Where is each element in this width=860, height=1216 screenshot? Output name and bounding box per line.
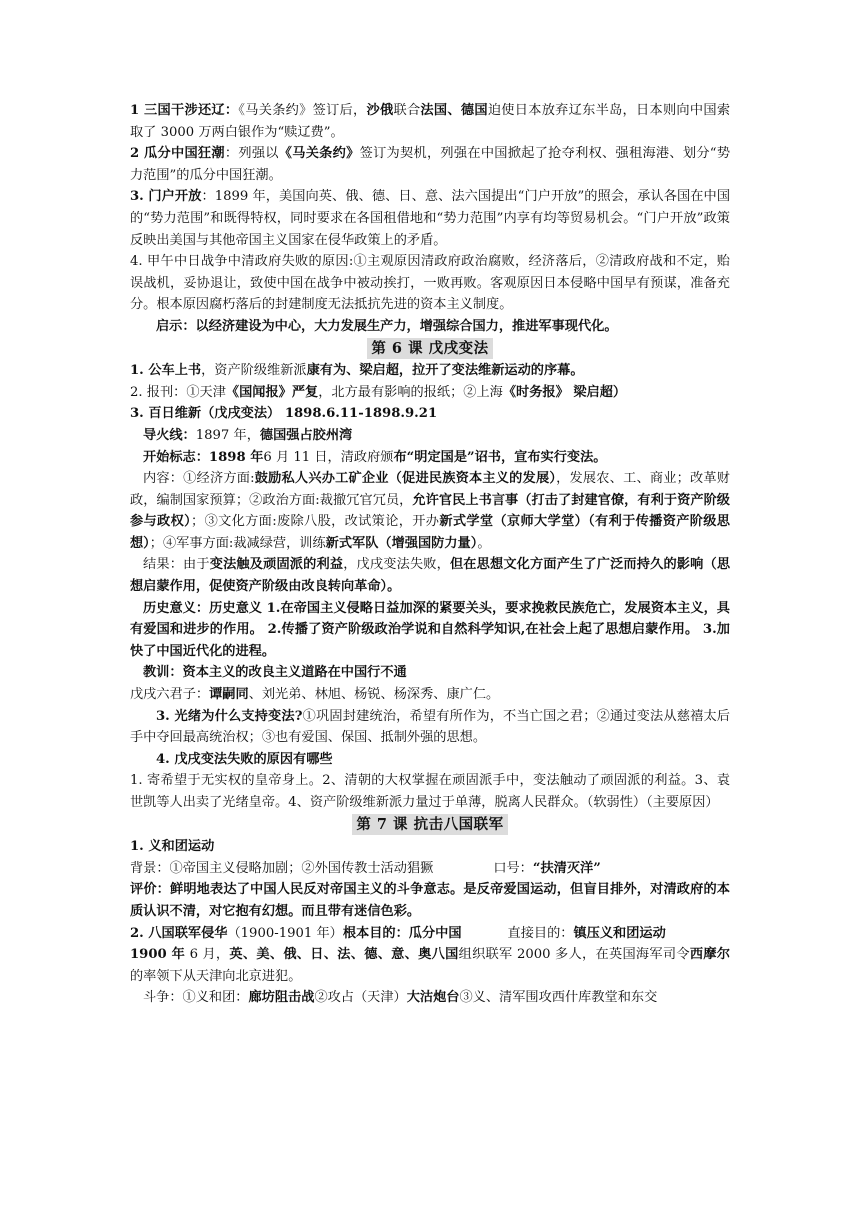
paragraph-struggle xyxy=(130,987,730,1009)
heading-text: 3. 门户开放 xyxy=(130,189,202,205)
paragraph-reform-content xyxy=(130,468,730,554)
paragraph-guangxu-support xyxy=(130,706,730,749)
paragraph-war-failure-reasons xyxy=(130,251,730,316)
body-text: ③义、清军围攻西什库教堂和东交 xyxy=(459,990,658,1006)
paragraph-hundred-days-reform xyxy=(130,403,730,425)
paragraph-failure-reasons xyxy=(130,770,730,813)
body-text: 组织联军 2000 多人，在英国海军司令 xyxy=(458,947,690,963)
bold-text: 开始标志：1898 年 xyxy=(143,449,264,465)
bold-text: 布“明定国是”诏书，宣布实行变法。 xyxy=(393,449,607,465)
bold-text: 1900 年 xyxy=(130,947,186,963)
paragraph-result xyxy=(130,554,730,597)
paragraph-start-marker xyxy=(130,447,730,469)
bold-text: 《时务报》 梁启超） xyxy=(502,384,627,400)
body-text: 签订为契机，列强在中国掀起了抢夺利权、强租海港、划分“势力范围”的瓜分中国狂潮。 xyxy=(130,146,731,183)
heading-text: 1. 义和团运动 xyxy=(130,839,215,855)
body-text: 背景：①帝国主义侵略加剧；②外国传教士活动猖獗 xyxy=(130,860,434,876)
bold-text: 鼓励私人兴办工矿企业（促进民族资本主义的发展） xyxy=(254,471,557,487)
body-text: ①巩固封建统治，希望有所作为，不当亡国之君；②通过变法从慈禧太后手中夺回最高统治权；③也有爱国、保国、抵制外强的思想。 xyxy=(130,708,730,746)
lesson-6-title: 第 6 课 戊戌变法 xyxy=(367,338,492,360)
bold-text: 但在思想文化方面产生了广泛而持久的影响（思想启蒙作用，促使资产阶级由改良转向革命）。 xyxy=(130,557,731,595)
paragraph-boxer-movement xyxy=(130,836,730,858)
bold-text: 廊坊阻击战 xyxy=(248,990,315,1006)
body-text: （1900-1901 年） xyxy=(227,925,343,941)
paragraph-eight-nation-alliance xyxy=(130,923,730,988)
document-page xyxy=(130,100,730,1009)
paragraph-newspapers xyxy=(130,382,730,404)
bold-text: 新式军队（增强国防力量） xyxy=(325,535,478,551)
paragraph-triple-intervention xyxy=(130,100,730,143)
bold-text: 4. 戊戌变法失败的原因有哪些 xyxy=(156,751,333,767)
body-text: 内容：①经济方面: xyxy=(143,471,255,487)
bold-text: 大沽炮台 xyxy=(406,990,460,1006)
body-text: 、刘光弟、林旭、杨锐、杨深秀、康广仁。 xyxy=(248,687,500,703)
bold-text: 根本目的：瓜分中国 xyxy=(342,925,462,941)
bold-text: 变法触及顽固派的利益 xyxy=(209,557,344,573)
body-text: 4. 甲午中日战争中清政府失败的原因:①主观原因清政府政治腐败，经济落后，②清政府战和不定，贻误战机，妥协退让，致使中国在战争中被动挨打，一败再败。客观原因日本侵略中国早有预谋，准备充分。根本原因腐朽落后的封建制度无法抵抗先进的资本主义制度。 xyxy=(130,254,730,313)
lesson-7-title: 第 7 课 抗击八国联军 xyxy=(352,814,507,836)
body-text: ②攻占（天津） xyxy=(314,990,407,1006)
body-text: ，发展农、工、商业；改革财政，编制国家预算；②政治方面:裁撤冗官冗员， xyxy=(130,471,730,508)
paragraph-lesson-learned xyxy=(130,316,730,338)
bold-text: 启示：以经济建设为中心，大力发展生产力，增强综合国力，推进军事现代化。 xyxy=(156,318,618,334)
body-text: 联合 xyxy=(393,103,421,118)
bold-text: 镇压义和团运动 xyxy=(573,925,666,941)
paragraph-partition-of-china xyxy=(130,143,730,186)
lesson-7-heading-row xyxy=(130,814,730,837)
bold-text: 德国 xyxy=(460,103,488,118)
body-text: 6 月 11 日，清政府颁 xyxy=(263,449,394,465)
bold-text: 谭嗣同 xyxy=(209,687,249,703)
paragraph-failure-question xyxy=(130,749,730,771)
bold-text: 英、美、俄、日、法、德、意、奥八国 xyxy=(229,947,459,963)
body-text: 。 xyxy=(477,535,491,551)
paragraph-open-door xyxy=(130,186,730,251)
bold-text: 沙俄 xyxy=(366,103,394,118)
paragraph-trigger xyxy=(130,425,730,447)
body-text: 迫使日本放弃辽东半岛，日本则向中国索取了 3000 万两白银作为“赎辽费”。 xyxy=(130,103,731,140)
paragraph-evaluation xyxy=(130,879,730,922)
paragraph-historical-significance xyxy=(130,598,730,663)
body-text: ，资产阶级维新派 xyxy=(201,363,307,379)
heading-text: 3. 百日维新（戊戌变法） 1898.6.11-1898.9.21 xyxy=(130,406,438,422)
paragraph-six-gentlemen xyxy=(130,684,730,706)
bold-text: 3. 光绪为什么支持变法? xyxy=(156,708,303,724)
body-text: ；④军事方面:裁减绿营，训练 xyxy=(149,535,326,551)
body-text: 6 月， xyxy=(185,947,230,963)
body-text: ：1899 年，美国向英、俄、德、日、意、法六国提出“门户开放”的照会，承认各国在中国的“势力范围”和既得特权，同时要求在各国租借地和“势力范围”内享有均等贸易机会。“门户开放”政策反映出美国与其他帝国主义国家在侵华政策上的矛盾。 xyxy=(130,189,731,248)
bold-text: 《马关条约》 xyxy=(278,146,360,162)
body-text: ，戊戌变法失败， xyxy=(343,557,450,573)
bold-text: 法国 xyxy=(420,103,448,118)
bold-text: 教训：资本主义的改良主义道路在中国行不通 xyxy=(143,665,407,681)
heading-text: 2. 八国联军侵华 xyxy=(130,925,228,941)
lesson-6-heading-row xyxy=(130,338,730,361)
heading-text: 2 瓜分中国狂潮 xyxy=(130,146,225,162)
body-text: 斗争：①义和团： xyxy=(143,990,249,1006)
paragraph-lesson xyxy=(130,662,730,684)
bold-text: 、 xyxy=(447,103,461,118)
body-text: 口号： xyxy=(493,860,533,876)
body-text: 结果：由于 xyxy=(143,557,210,573)
bold-text: 历史意义：历史意义 1.在帝国主义侵略日益加深的紧要关头，要求挽救民族危亡，发展资本主义，具有爱国和进步的作用。 2.传播了资产阶级政治学说和自然科学知识,在社会上起了思想启蒙作用。 3.加快了中国近代化的进程。 xyxy=(130,600,730,659)
bold-text: 新式学堂（京师大学堂）（有利于传播资产阶级思想） xyxy=(130,514,730,551)
body-text: 1. 寄希望于无实权的皇帝身上。2、清朝的大权掌握在顽固派手中，变法触动了顽固派的利益。3、袁世凯等人出卖了光绪皇帝。4、资产阶级维新派力量过于单薄，脱离人民群众。（软弱性）（主要原因） xyxy=(130,773,730,810)
bold-text: 评价：鲜明地表达了中国人民反对帝国主义的斗争意志。是反帝爱国运动，但盲目排外，对清政府的本质认识不清，对它抱有幻想。而且带有迷信色彩。 xyxy=(130,882,730,919)
body-text: 《马关条约》签订后， xyxy=(238,103,367,118)
bold-text: 西摩尔 xyxy=(689,947,731,963)
body-text: 1897 年， xyxy=(195,427,260,443)
body-text: ；③文化方面:废除八股，改试策论，开办 xyxy=(191,514,440,530)
body-text: ：列强以 xyxy=(224,146,279,162)
bold-text: 允许官民上书言事（打击了封建官僚，有利于资产阶级参与政权） xyxy=(130,492,730,530)
body-text: 直接目的： xyxy=(507,925,574,941)
body-text: 戊戌六君子： xyxy=(130,687,210,703)
bold-text: 康有为、梁启超，拉开了变法维新运动的序幕。 xyxy=(306,363,584,379)
bold-text: “扶清灭洋” xyxy=(532,860,601,876)
bold-text: 《国闻报》严复 xyxy=(225,384,319,400)
bold-text: 导火线： xyxy=(143,427,196,443)
heading-text: 1 三国干涉还辽： xyxy=(130,103,239,118)
paragraph-background-slogan xyxy=(130,858,730,880)
body-text: 2. 报刊：①天津 xyxy=(130,384,226,400)
bold-text: 德国强占胶州湾 xyxy=(259,427,353,443)
body-text: 的率领下从天津向北京进犯。 xyxy=(130,968,302,984)
paragraph-gongche-shangshu xyxy=(130,360,730,382)
body-text: ，北方最有影响的报纸；②上海 xyxy=(318,384,503,400)
heading-text: 1. 公车上书 xyxy=(130,363,202,379)
